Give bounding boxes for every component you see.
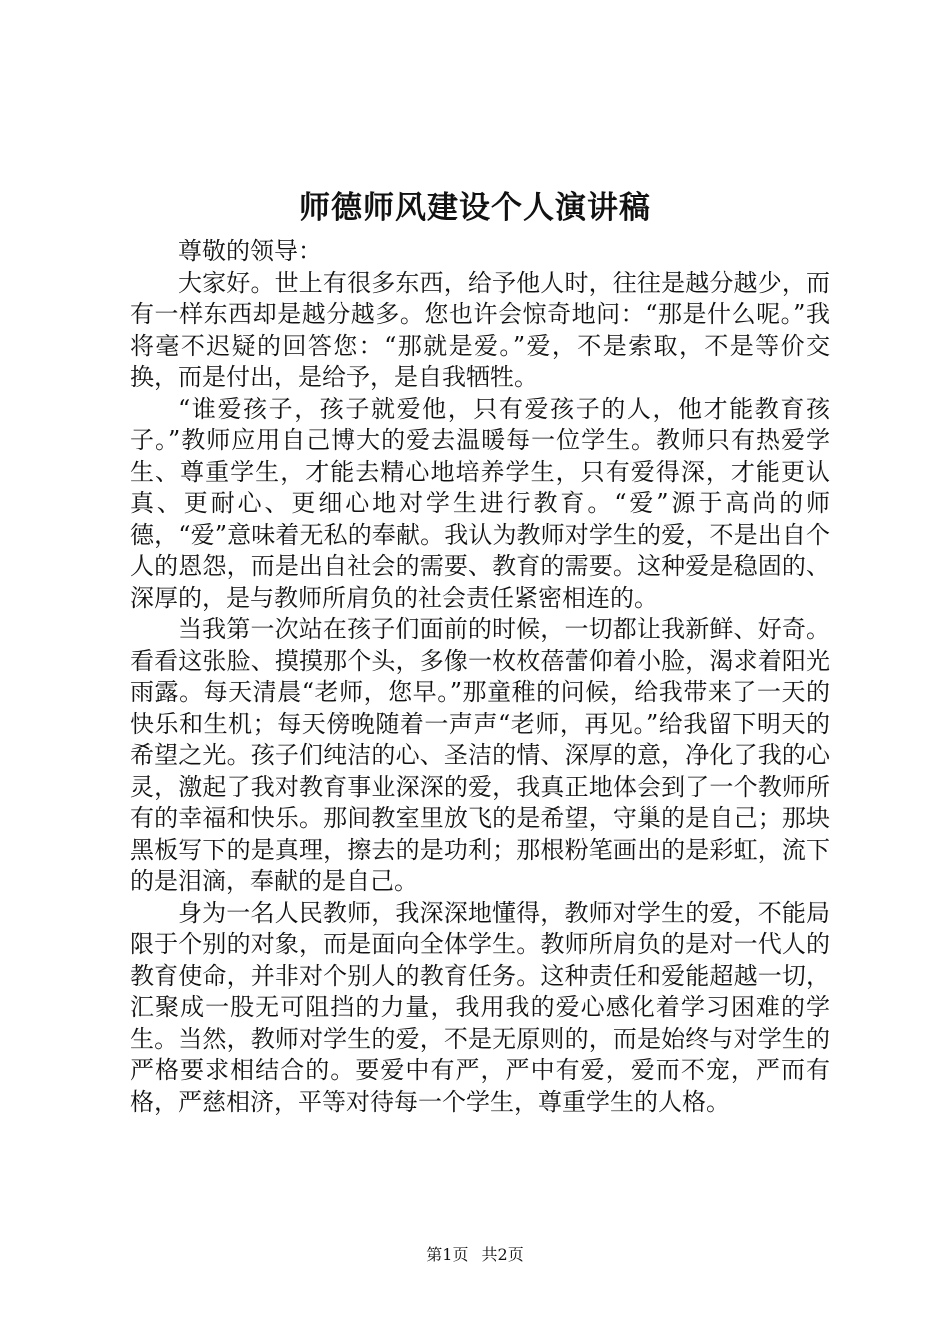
paragraph-1: 大家好。世上有很多东西，给予他人时，往往是越分越少，而有一样东西却是越分越多。您也许会惊奇地问：“那是什么呢。”我将毫不迟疑的回答您：“那就是爱。”爱，不是索取，不是等价交换，而是付出，是给予，是自我牺牲。: [130, 268, 830, 391]
document-title: 师德师风建设个人演讲稿: [299, 190, 651, 226]
paragraph-3: 当我第一次站在孩子们面前的时候，一切都让我新鲜、好奇。看看这张脸、摸摸那个头，多像一枚枚蓓蕾仰着小脸，渴求着阳光雨露。每天清晨“老师，您早。”那童稚的问候，给我带来了一天的快乐和生机；每天傍晚随着一声声“老师，再见。”给我留下明天的希望之光。孩子们纯洁的心、圣洁的情、深厚的意，净化了我的心灵，激起了我对教育事业深深的爱，我真正地体会到了一个教师所有的幸福和快乐。那间教室里放飞的是希望，守巢的是自己；那块黑板写下的是真理，擦去的是功利；那根粉笔画出的是彩虹，流下的是泪滴，奉献的是自己。: [130, 615, 830, 895]
paragraph-4: 身为一名人民教师，我深深地懂得，教师对学生的爱，不能局限于个别的对象，而是面向全体学生。教师所肩负的是对一代人的教育使命，并非对个别人的教育任务。这种责任和爱能超越一切，汇聚成一股无可阻挡的力量，我用我的爱心感化着学习困难的学生。当然，教师对学生的爱，不是无原则的，而是始终与对学生的严格要求相结合的。要爱中有严，严中有爱，爱而不宠，严而有格，严慈相济，平等对待每一个学生，尊重学生的人格。: [130, 898, 830, 1116]
page-footer: [0, 1244, 950, 1266]
paragraph-2: “谁爱孩子，孩子就爱他，只有爱孩子的人，他才能教育孩子。”教师应用自己博大的爱去温暖每一位学生。教师只有热爱学生、尊重学生，才能去精心地培养学生，只有爱得深，才能更认真、更耐心、更细心地对学生进行教育。“爱”源于高尚的师德，“爱”意味着无私的奉献。我认为教师对学生的爱，不是出自个人的恩怨，而是出自社会的需要、教育的需要。这种爱是稳固的、深厚的，是与教师所肩负的社会责任紧密相连的。: [130, 394, 830, 612]
salutation: 尊敬的领导：: [178, 237, 322, 265]
document-body: [130, 236, 830, 1118]
page-number: 第1页: [426, 1245, 469, 1264]
page-total: 共2页: [481, 1245, 524, 1264]
